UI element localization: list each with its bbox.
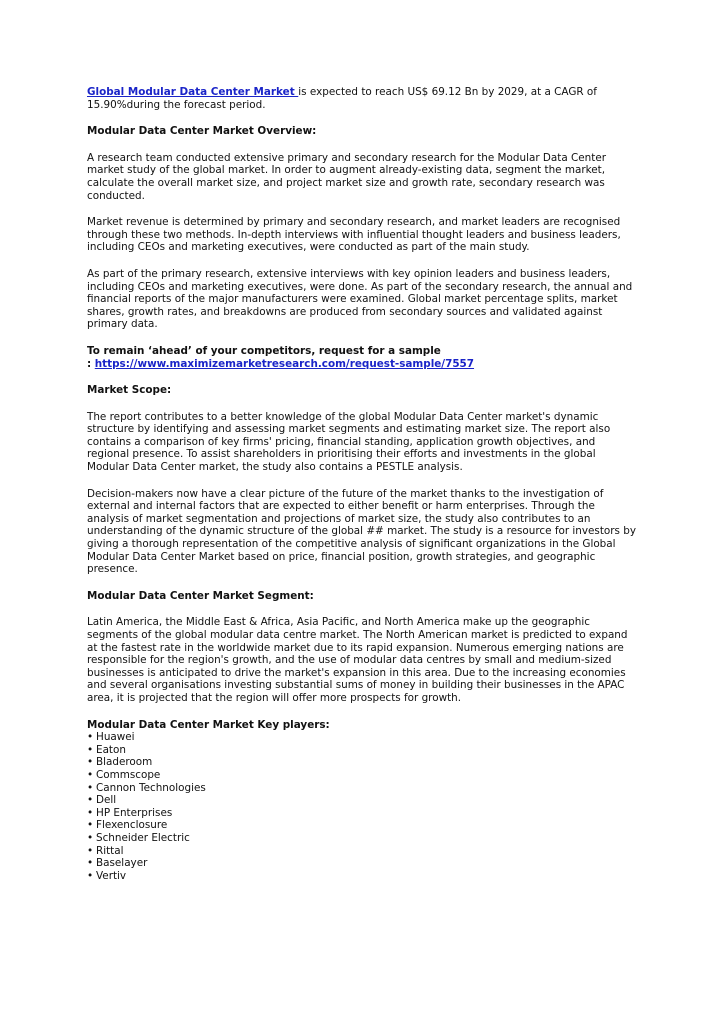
bullet-icon: • bbox=[87, 831, 94, 844]
sample-request-text bbox=[87, 345, 637, 370]
bullet-icon: • bbox=[87, 743, 94, 756]
bullet-icon: • bbox=[87, 857, 94, 870]
bullet-icon: • bbox=[87, 819, 94, 832]
bullet-icon: • bbox=[87, 869, 94, 882]
scope-paragraph-1: The report contributes to a better knowledge of the global Modular Data Center market's dynamic structure by identifying and assessing market segments and estimating market size. The report also contains a comparison of key firms' pricing, financial standing, application growth objectives, and regional presence. To assist shareholders in prioritising their efforts and investments in the global Modular Data Center market, the study also contains a PESTLE analysis. bbox=[87, 410, 611, 474]
list-item bbox=[87, 744, 637, 757]
sample-request-prefix: : bbox=[87, 357, 95, 370]
bullet-icon: • bbox=[87, 731, 94, 744]
list-item bbox=[87, 857, 637, 870]
player-name: Rittal bbox=[96, 844, 124, 857]
sample-request-link[interactable]: https://www.maximizemarketresearch.com/request-sample/7557 bbox=[94, 357, 475, 370]
segment-heading: Modular Data Center Market Segment: bbox=[87, 589, 314, 602]
list-item bbox=[87, 807, 637, 820]
player-name: Schneider Electric bbox=[96, 831, 190, 844]
intro-paragraph bbox=[87, 86, 637, 111]
bullet-icon: • bbox=[87, 806, 94, 819]
bullet-icon: • bbox=[87, 844, 94, 857]
overview-paragraph-1: A research team conducted extensive primary and secondary research for the Modular Data Center market study of the global market. In order to augment already-existing data, segment the market, calculate the overall market size, and project market size and growth rate, secondary research was conducted. bbox=[87, 151, 606, 202]
bullet-icon: • bbox=[87, 794, 94, 807]
player-name: Cannon Technologies bbox=[96, 781, 206, 794]
list-item bbox=[87, 731, 637, 744]
scope-heading: Market Scope: bbox=[87, 384, 172, 397]
list-item bbox=[87, 845, 637, 858]
list-item bbox=[87, 756, 637, 769]
player-name: Baselayer bbox=[96, 857, 148, 870]
player-name: Dell bbox=[96, 794, 117, 807]
list-item bbox=[87, 870, 637, 883]
player-name: Bladeroom bbox=[96, 756, 153, 769]
overview-heading: Modular Data Center Market Overview: bbox=[87, 125, 317, 138]
market-report-link[interactable]: Global Modular Data Center Market bbox=[87, 86, 299, 98]
list-item bbox=[87, 769, 637, 782]
key-players-list bbox=[87, 731, 637, 882]
overview-paragraph-2: Market revenue is determined by primary and secondary research, and market leaders are recognised through these two methods. In-depth interviews with influential thought leaders and business leaders, including CEOs and marketing executives, were conducted as part of the main study. bbox=[87, 216, 621, 254]
player-name: Flexenclosure bbox=[96, 819, 168, 832]
intro-text: is expected to reach US$ 69.12 Bn by 2029, at a CAGR of 15.90%during the forecast period. bbox=[87, 86, 597, 111]
list-item bbox=[87, 832, 637, 845]
bullet-icon: • bbox=[87, 768, 94, 781]
list-item bbox=[87, 819, 637, 832]
bullet-icon: • bbox=[87, 756, 94, 769]
players-heading: Modular Data Center Market Key players: bbox=[87, 718, 330, 731]
overview-paragraph-3: As part of the primary research, extensive interviews with key opinion leaders and business leaders, including CEOs and marketing executives, were done. As part of the secondary research, the annual and financial reports of the major manufacturers were examined. Global market percentage splits, market shares, growth rates, and breakdowns are produced from secondary sources and validated against primary data. bbox=[87, 267, 633, 331]
player-name: Huawei bbox=[96, 731, 135, 744]
player-name: Eaton bbox=[96, 743, 126, 756]
player-name: Commscope bbox=[96, 768, 161, 781]
player-name: HP Enterprises bbox=[96, 806, 173, 819]
list-item bbox=[87, 794, 637, 807]
list-item bbox=[87, 782, 637, 795]
segment-paragraph: Latin America, the Middle East & Africa, Asia Pacific, and North America make up the geographic segments of the global modular data centre market. The North American market is predicted to expand at the fastest rate in the worldwide market due to its rapid expansion. Numerous emerging nations are responsible for the region's growth, and the use of modular data centres by small and medium-sized businesses is anticipated to drive the market's expansion in this area. Due to the increasing economies and several organisations investing substantial sums of money in building their businesses in the APAC area, it is projected that the region will offer more prospects for growth. bbox=[87, 616, 628, 704]
bullet-icon: • bbox=[87, 781, 94, 794]
player-name: Vertiv bbox=[96, 869, 127, 882]
scope-paragraph-2: Decision-makers now have a clear picture of the future of the market thanks to the investigation of external and internal factors that are expected to either benefit or harm enterprises. Through the analysis of market segmentation and projections of market size, the study also contributes to an understanding of the dynamic structure of the global ## market. The study is a resource for investors by giving a thorough representation of the competitive analysis of significant organizations in the Global Modular Data Center Market based on price, financial position, growth strategies, and geographic presence. bbox=[87, 487, 636, 576]
sample-request-label: To remain ‘ahead’ of your competitors, request for a sample bbox=[87, 344, 441, 357]
document-page bbox=[87, 86, 637, 882]
